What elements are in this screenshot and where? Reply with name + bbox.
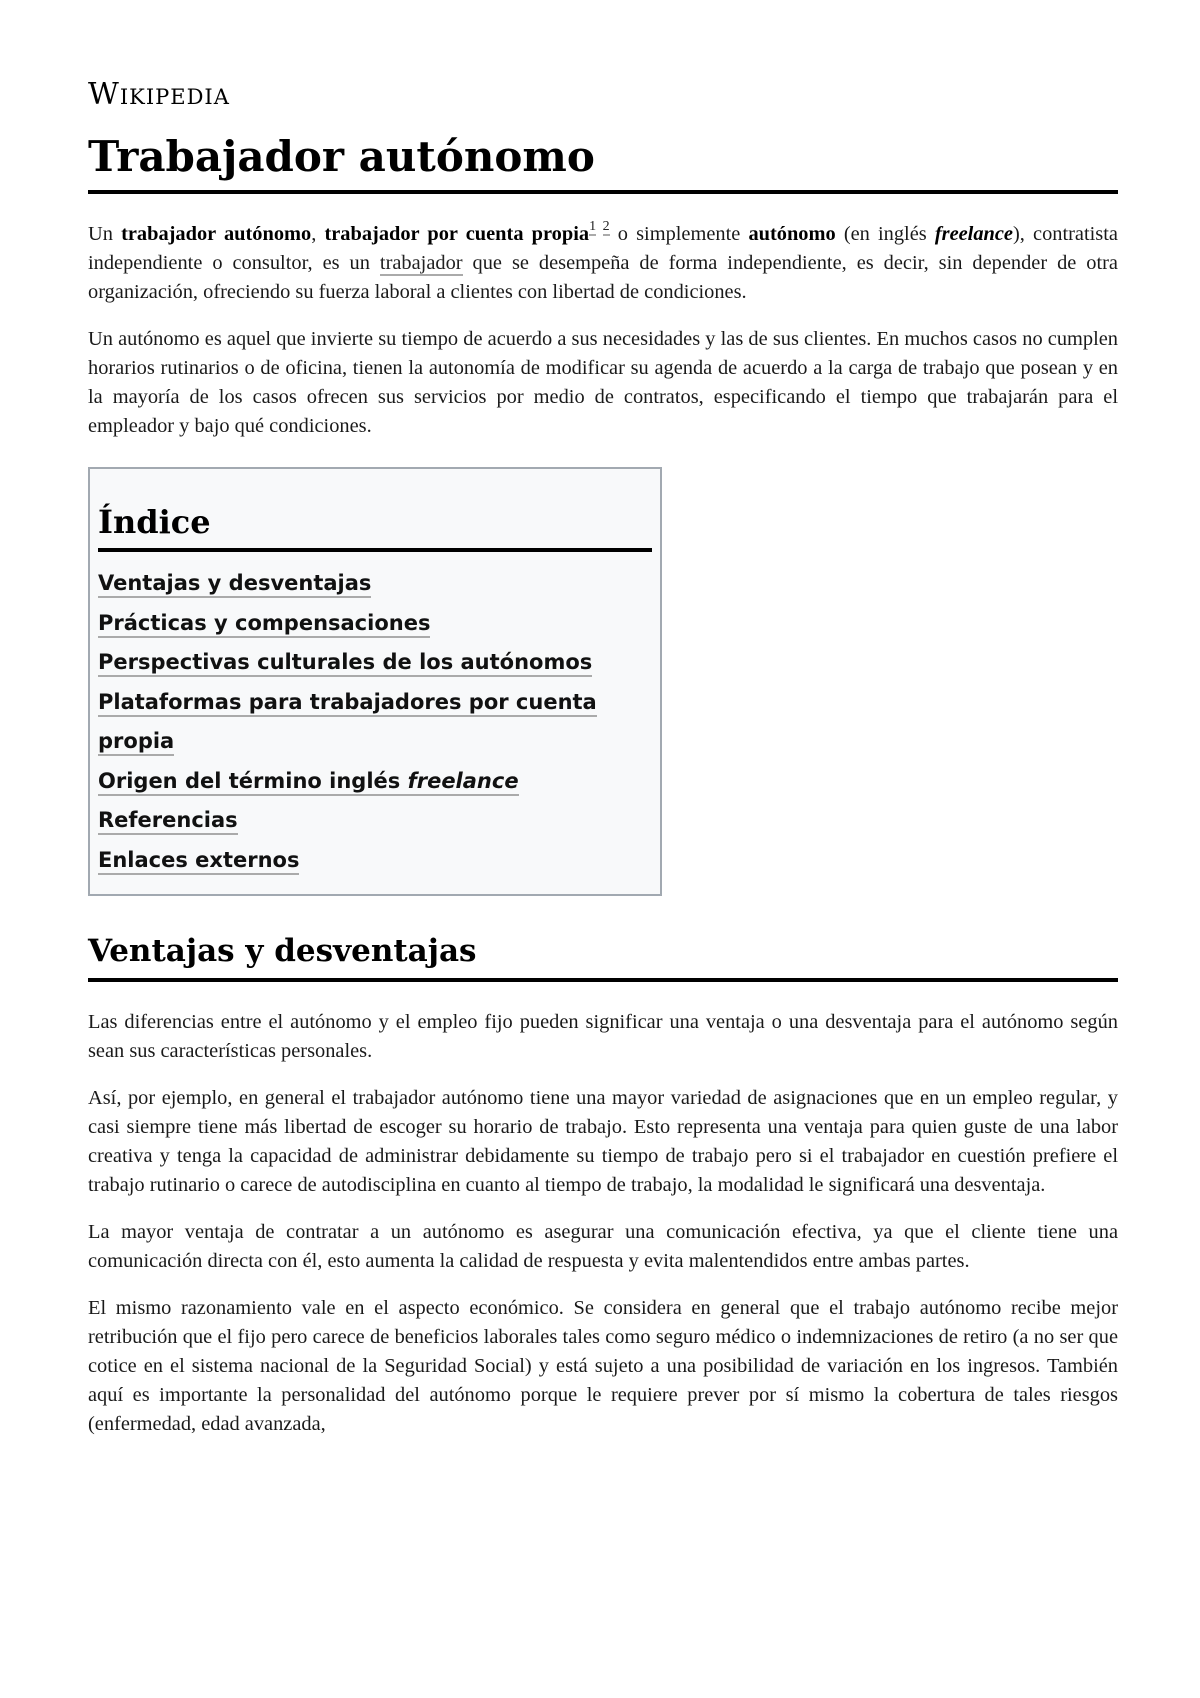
toc-link-origen[interactable] — [98, 769, 519, 796]
wikipedia-logo[interactable]: Wikipedia — [88, 77, 230, 112]
link-trabajador[interactable]: trabajador — [379, 252, 463, 275]
reference-group — [589, 219, 610, 234]
toc-heading: Índice — [98, 505, 652, 552]
toc-link-plataformas[interactable]: Plataformas para trabajadores por cuenta propia — [98, 690, 597, 757]
toc-item — [98, 604, 652, 644]
intro-text: (en inglés — [835, 223, 935, 246]
toc-link-referencias[interactable]: Referencias — [98, 808, 238, 835]
toc-link-origen-italic: freelance — [407, 768, 519, 793]
intro-text: ), contratista independiente o consultor, es un — [88, 223, 1118, 275]
intro-text: , — [311, 223, 325, 246]
section-paragraph: Las diferencias entre el autónomo y el empleo fijo pueden significar una ventaja o una desventaja para el autónomo según sean sus características personales. — [88, 1011, 1118, 1063]
intro-paragraph-2: Un autónomo es aquel que invierte su tiempo de acuerdo a sus necesidades y las de sus clientes. En muchos casos no cumplen horarios rutinarios o de oficina, tienen la autonomía de modificar su agenda de acuerdo a la carga de trabajo que posean y en la mayoría de los casos ofrecen sus servicios por medio de contratos, especificando el tiempo que trabajarán para el empleador y bajo qué condiciones. — [88, 328, 1118, 438]
toc-link-ventajas[interactable]: Ventajas y desventajas — [98, 571, 371, 598]
page-title: Trabajador autónomo — [88, 134, 1118, 194]
table-of-contents — [88, 467, 662, 896]
toc-list — [98, 564, 652, 880]
article — [88, 77, 1118, 1439]
bold-term-cuenta-propia: trabajador por cuenta propia — [324, 223, 590, 246]
toc-item — [98, 801, 652, 841]
toc-item — [98, 683, 652, 762]
toc-item — [98, 564, 652, 604]
section-paragraph: El mismo razonamiento vale en el aspecto económico. Se considera en general que el trabajo autónomo recibe mejor retribución que el fijo pero carece de beneficios laborales tales como seguro médico o indemnizaciones de retiro (a no ser que cotice en el sistema nacional de la Seguridad Social) y está sujeto a una posibilidad de variación en los ingresos. También aquí es importante la personalidad del autónomo porque le requiere prever por sí mismo la cobertura de tales riesgos (enfermedad, edad avanzada, — [88, 1297, 1118, 1436]
intro-text: que se desempeña de forma independiente, es decir, sin depender de otra organización, ofreciendo su fuerza laboral a clientes con libertad de condiciones. — [88, 252, 1118, 304]
toc-item — [98, 762, 652, 802]
intro-text: o simplemente — [609, 223, 749, 246]
toc-item — [98, 643, 652, 683]
reference-link-2[interactable]: 2 — [602, 219, 610, 235]
reference-link-1[interactable]: 1 — [589, 219, 597, 235]
toc-item — [98, 841, 652, 881]
section-paragraph: Así, por ejemplo, en general el trabajador autónomo tiene una mayor variedad de asignaciones que en un empleo regular, y casi siempre tiene más libertad de escoger su horario de trabajo. Esto representa una ventaja para quien guste de una labor creativa y tenga la capacidad de administrar debidamente su tiempo de trabajo pero si el trabajador en cuestión prefiere el trabajo rutinario o carece de autodisciplina en cuanto al tiempo de trabajo, la modalidad le significará una desventaja. — [88, 1087, 1118, 1197]
toc-link-perspectivas[interactable]: Perspectivas culturales de los autónomos — [98, 650, 592, 677]
italic-term-freelance: freelance — [934, 223, 1013, 246]
intro-paragraph-1 — [88, 220, 1118, 307]
toc-link-origen-text: Origen del término inglés — [98, 768, 408, 793]
toc-link-practicas[interactable]: Prácticas y compensaciones — [98, 611, 430, 638]
toc-link-enlaces[interactable]: Enlaces externos — [98, 848, 299, 875]
bold-term-trabajador-autonomo: trabajador autónomo — [121, 223, 312, 246]
intro-text: Un — [88, 223, 122, 246]
bold-term-autonomo: autónomo — [748, 223, 836, 246]
section-heading-ventajas: Ventajas y desventajas — [88, 934, 1118, 982]
section-paragraph: La mayor ventaja de contratar a un autónomo es asegurar una comunicación efectiva, ya que el cliente tiene una comunicación directa con él, esto aumenta la calidad de respuesta y evita malentendidos entre ambas partes. — [88, 1221, 1118, 1273]
